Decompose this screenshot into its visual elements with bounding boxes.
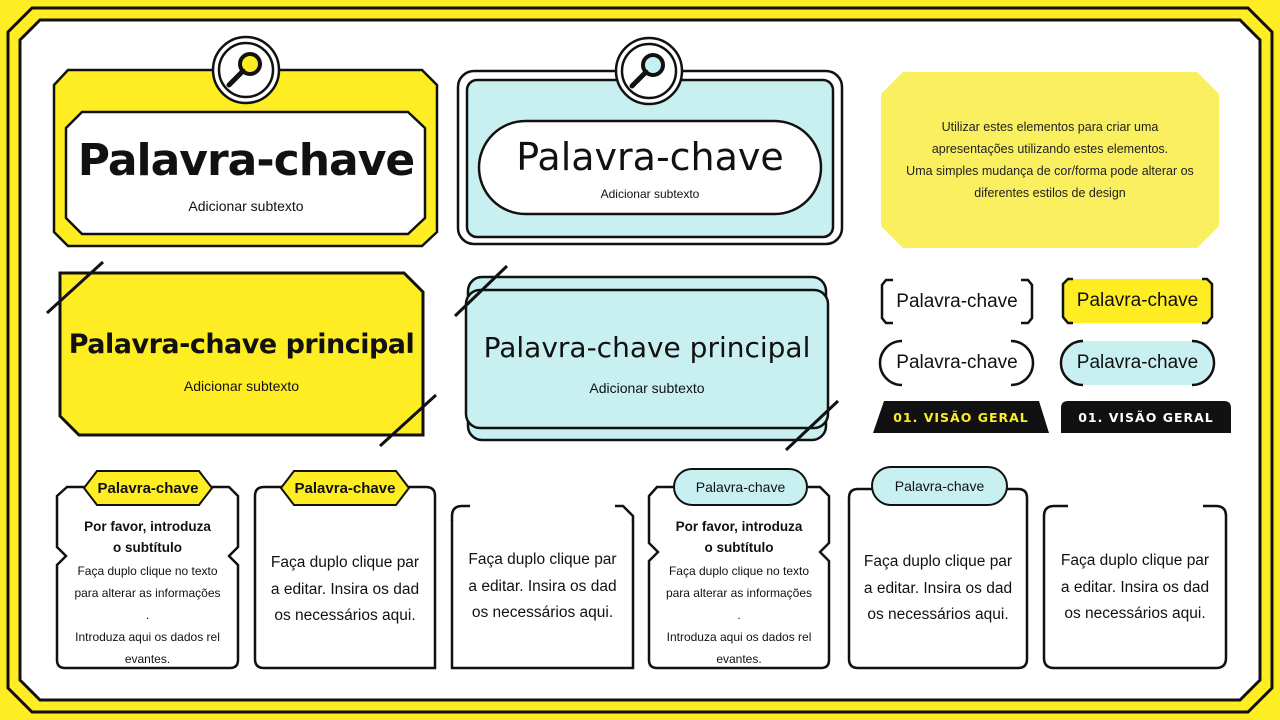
card-body-line: os necessários aqui. [867,606,1009,624]
card-body-line: Faça duplo clique no texto [77,564,218,578]
keyword-round-white[interactable]: Palavra-chave [896,352,1018,373]
card-body-line: Introduza aqui os dados rel [666,630,812,644]
note-line: Utilizar estes elementos para criar uma [941,120,1159,134]
keyword-round-cyan[interactable]: Palavra-chave [1076,352,1199,373]
card-body-line: a editar. Insira os dad [270,580,420,598]
card-body[interactable] [649,560,829,670]
keyword-bracket-yellow[interactable]: Palavra-chave [1076,290,1199,311]
section-tag-white[interactable]: 01. VISÃO GERAL [1078,409,1214,425]
card-subtitle [649,516,829,558]
card-title: Palavra-chave [97,479,199,497]
card-subtitle-line: Por favor, introduza [84,519,211,534]
search-icon [213,37,279,103]
note-line: apresentações utilizando estes elementos. [931,142,1169,156]
card-body-line: para alterar as informações [74,586,221,600]
card-body-line: os necessários aqui. [274,607,416,625]
card-body-line: a editar. Insira os dad [1060,578,1210,596]
card-body-line: para alterar as informações [665,586,813,600]
card-subtitle-line: o subtítulo [704,540,774,555]
card-body-line: Faça duplo clique par [863,553,1013,571]
card-subtitle-line: Por favor, introduza [675,519,803,534]
card-body-line: os necessários aqui. [1064,605,1206,623]
keyword-card-yellow[interactable] [66,122,426,226]
note-line: diferentes estilos de design [974,186,1126,200]
card-body-line: Faça duplo clique no texto [668,564,810,578]
main-keyword-title: Palavra-chave principal [483,330,811,364]
main-keyword-card-yellow[interactable] [60,318,423,404]
card-body[interactable] [57,560,238,670]
keyword-subtext: Adicionar subtexto [600,186,700,201]
keyword-title: Palavra-chave [77,134,415,186]
card-body-line: a editar. Insira os dad [863,579,1013,597]
card-body-line: Faça duplo clique par [468,551,617,569]
card-title: Palavra-chave [695,479,786,495]
card-title: Palavra-chave [894,478,985,494]
main-keyword-subtext: Adicionar subtexto [589,379,705,396]
main-keyword-title: Palavra-chave principal [68,328,415,360]
card-body-line: . [737,608,741,622]
main-keyword-card-cyan[interactable] [466,320,828,406]
section-tag-yellow[interactable]: 01. VISÃO GERAL [893,409,1029,425]
search-icon [616,38,682,104]
main-keyword-subtext: Adicionar subtexto [183,377,300,394]
card-subtitle-line: o subtítulo [113,540,182,555]
card-body-line: Introduza aqui os dados rel [75,630,220,644]
instruction-note [881,92,1219,228]
card-title: Palavra-chave [294,479,396,497]
card-body-line: evantes. [124,652,171,666]
keyword-title: Palavra-chave [516,134,784,179]
card-body-line: os necessários aqui. [471,604,614,622]
card-body[interactable] [1044,548,1226,628]
card-body-line: Faça duplo clique par [1060,552,1210,570]
card-body[interactable] [255,550,435,630]
keyword-card-cyan[interactable] [480,121,820,214]
card-body[interactable] [849,549,1027,629]
keyword-bracket-white[interactable]: Palavra-chave [896,290,1018,312]
card-body-line: . [145,608,150,622]
card-body-line: a editar. Insira os dad [468,577,617,595]
card-subtitle [57,516,238,558]
keyword-subtext: Adicionar subtexto [188,197,304,214]
note-line: Uma simples mudança de cor/forma pode alterar os [906,164,1194,178]
card-body-line: evantes. [716,652,762,666]
card-body-line: Faça duplo clique par [270,554,420,572]
card-body[interactable] [452,547,633,627]
